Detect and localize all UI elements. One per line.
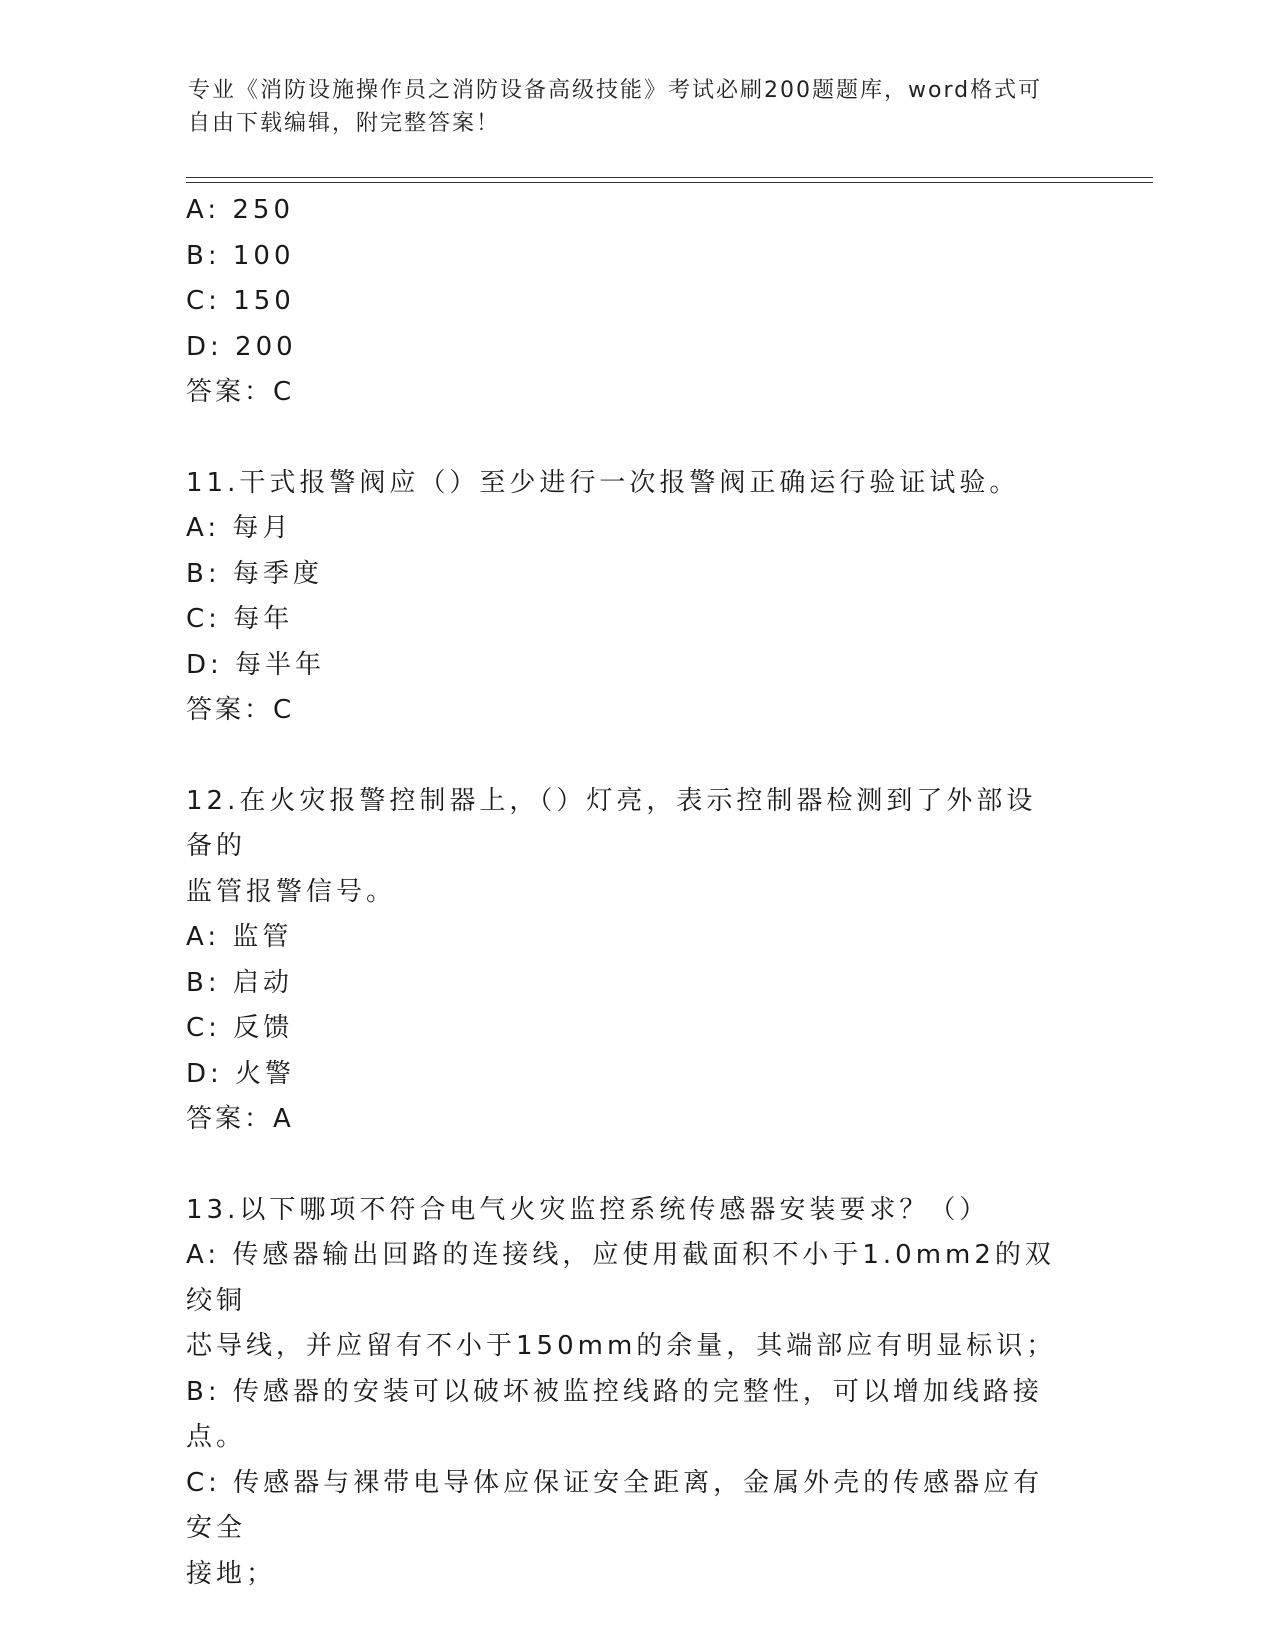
question-13 (186, 1188, 1086, 1598)
header-rule-bottom (186, 182, 1153, 183)
option-d: D: 200 (186, 331, 297, 362)
header-rule-top (186, 177, 1153, 178)
option-b: B: 启动 (186, 967, 293, 998)
question-text-line-2: 监管报警信号。 (186, 876, 397, 907)
question-text: 11.干式报警阀应（）至少进行一次报警阀正确运行验证试验。 (186, 467, 1020, 498)
option-a: A: 250 (186, 195, 294, 225)
option-c-line-1: C: 传感器与裸带电导体应保证安全距离，金属外壳的传感器应有安全 (186, 1467, 1044, 1543)
answer: 答案：C (186, 377, 295, 407)
header-line-2: 自由下载编辑，附完整答案！ (188, 111, 501, 136)
question-text-line-1: 12.在火灾报警控制器上，（）灯亮，表示控制器检测到了外部设备的 (186, 785, 1037, 861)
question-11 (186, 461, 1086, 734)
option-a: A: 每月 (186, 513, 293, 543)
option-b: B: 100 (186, 240, 295, 271)
answer: 答案：C (186, 695, 295, 725)
option-a-line-2: 芯导线，并应留有不小于150mm的余量，其端部应有明显标识； (186, 1331, 1057, 1361)
document-body (186, 188, 1086, 1597)
option-c: C: 反馈 (186, 1013, 294, 1043)
option-c: C: 150 (186, 286, 295, 316)
header-line-1: 专业《消防设施操作员之消防设备高级技能》考试必刷200题题库，word格式可 (188, 78, 1043, 103)
option-b-line-1: B: 传感器的安装可以破坏被监控线路的完整性，可以增加线路接点。 (186, 1376, 1043, 1452)
option-a-line-1: A: 传感器输出回路的连接线，应使用截面积不小于1.0mm2的双绞铜 (186, 1240, 1055, 1316)
option-d: D: 每半年 (186, 649, 326, 680)
option-c: C: 每年 (186, 604, 294, 634)
option-b: B: 每季度 (186, 558, 323, 589)
question-10 (186, 188, 1086, 416)
question-12 (186, 779, 1086, 1143)
option-c-line-2: 接地； (186, 1558, 277, 1589)
document-header (188, 74, 1068, 140)
answer: 答案：A (186, 1104, 294, 1134)
option-d: D: 火警 (186, 1058, 296, 1089)
question-text: 13.以下哪项不符合电气火灾监控系统传感器安装要求？（） (186, 1194, 990, 1225)
option-a: A: 监管 (186, 922, 293, 952)
